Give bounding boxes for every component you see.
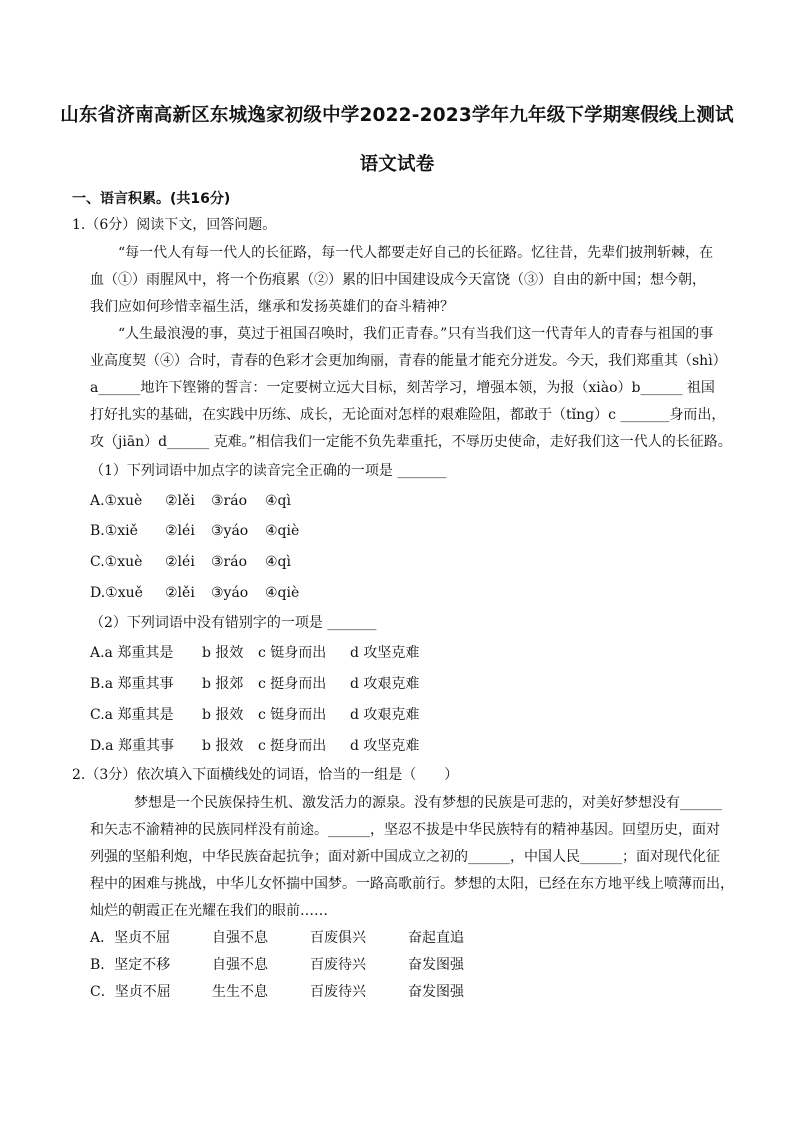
option-part: 自强不息 [212, 957, 268, 973]
q2-passage-line3: 列强的坚船利炮，中华民族奋起抗争；面对新中国成立之初的______，中国人民______；面对现代化征 [90, 849, 720, 865]
option-part: ④qiè [265, 523, 300, 539]
option-part: d 攻艰克难 [350, 707, 420, 723]
q1-para1-line1: “每一代人有每一代人的长征路，每一代人都要走好自己的长征路。忆往昔，先辈们披荆斩棘，在 [118, 245, 714, 261]
option-label[interactable]: A．坚贞不屈 [90, 930, 171, 946]
q2-passage-line2: 和矢志不渝精神的民族同样没有前途。______，坚忍不拔是中华民族特有的精神基因。回望历史，面对 [90, 822, 720, 838]
option-label[interactable]: B.a 郑重其事 [90, 676, 174, 692]
option-part: d 攻坚克难 [350, 645, 420, 661]
option-label[interactable]: C．坚贞不屈 [90, 984, 171, 1000]
option-label[interactable]: A.①xuè [90, 493, 143, 509]
option-part: c 挺身而出 [258, 676, 327, 692]
option-label[interactable]: D.a 郑重其事 [90, 738, 174, 754]
q1-para1-line3: 我们应如何珍惜幸福生活，继承和发扬英雄们的奋斗精神？ [90, 299, 454, 315]
q1-para1-line2: 血（①）雨腥风中，将一个伤痕累（②）累的旧中国建设成今天富饶（③）自由的新中国；想今朝， [90, 272, 706, 288]
option-part: ④qiè [265, 585, 300, 601]
option-part: c 铤身而出 [258, 645, 327, 661]
q1-para2-line4: 打好扎实的基础，在实践中历练、成长，无论面对怎样的艰难险阻，都敢于（tǐnɡ）c _______身而出， [90, 407, 726, 423]
option-part: 百废待兴 [310, 957, 366, 973]
option-part: ③yáo [211, 523, 249, 539]
q1-para2-line1: “人生最浪漫的事，莫过于祖国召唤时，我们正青春。”只有当我们这一代青年人的青春与祖国的事 [118, 326, 714, 342]
option-part: ②léi [165, 554, 195, 570]
option-part: c 挺身而出 [258, 738, 327, 754]
option-part: 自强不息 [212, 930, 268, 946]
option-part: ③ráo [211, 554, 248, 570]
option-part: ②lěi [165, 585, 195, 601]
option-part: 生生不息 [212, 984, 268, 1000]
option-part: 奋发图强 [408, 984, 464, 1000]
exam-title-line1: 山东省济南高新区东城逸家初级中学2022-2023学年九年级下学期寒假线上测试 [60, 105, 734, 126]
q2-passage-line5: 灿烂的朝霞正在光耀在我们的眼前…… [90, 903, 328, 919]
option-part: d 攻坚克难 [350, 738, 420, 754]
option-part: b 报效 [202, 738, 244, 754]
option-part: d 攻艰克难 [350, 676, 420, 692]
option-label[interactable]: B.①xiě [90, 523, 138, 539]
q1-sub2-prompt: （2）下列词语中没有错别字的一项是 _______ [90, 615, 377, 631]
option-part: ④qì [265, 493, 291, 509]
option-label[interactable]: B．坚定不移 [90, 957, 171, 973]
option-part: ③ráo [211, 493, 248, 509]
option-label[interactable]: C.a 郑重其是 [90, 707, 174, 723]
question-1-stem: 1.（6分）阅读下文，回答问题。 [72, 217, 277, 233]
q2-passage-line1: 梦想是一个民族保持生机、激发活力的源泉。没有梦想的民族是可悲的，对美好梦想没有______ [134, 795, 722, 811]
exam-title-line2: 语文试卷 [359, 154, 435, 175]
option-part: 百废待兴 [310, 984, 366, 1000]
q1-para2-line3: a______地许下铿锵的誓言：一定要树立远大目标，刻苦学习，增强本领，为报（xiào）b______ 祖国 [90, 380, 715, 396]
option-part: 百废俱兴 [310, 930, 366, 946]
option-label[interactable]: C.①xuè [90, 554, 143, 570]
q1-para2-line5: 攻（jiān）d______ 克难。”相信我们一定能不负先辈重托，不辱历史使命，走好我们这一代人的长征路。 [90, 434, 732, 450]
question-2-stem: 2.（3分）依次填入下面横线处的词语，恰当的一组是（ ） [72, 767, 459, 783]
option-part: ③yáo [211, 585, 249, 601]
q2-passage-line4: 程中的困难与挑战，中华儿女怀揣中国梦。一路高歌前行。梦想的太阳，已经在东方地平线上喷薄而出， [90, 876, 734, 892]
option-part: ②lěi [165, 493, 195, 509]
option-part: 奋发图强 [408, 957, 464, 973]
option-part: b 报郊 [202, 676, 244, 692]
option-part: ④qì [265, 554, 291, 570]
option-label[interactable]: A.a 郑重其是 [90, 645, 174, 661]
section-heading: 一、语言积累。(共16分) [72, 191, 231, 207]
option-part: ②léi [165, 523, 195, 539]
q1-sub1-prompt: （1）下列词语中加点字的读音完全正确的一项是 _______ [90, 463, 447, 479]
q1-para2-line2: 业高度契（④）合时，青春的色彩才会更加绚丽，青春的能量才能充分迸发。今天，我们郑重其（shì） [90, 353, 727, 369]
option-part: 奋起直追 [408, 930, 464, 946]
option-part: b 报效 [202, 645, 244, 661]
option-part: c 铤身而出 [258, 707, 327, 723]
option-label[interactable]: D.①xuě [90, 585, 143, 601]
option-part: b 报效 [202, 707, 244, 723]
